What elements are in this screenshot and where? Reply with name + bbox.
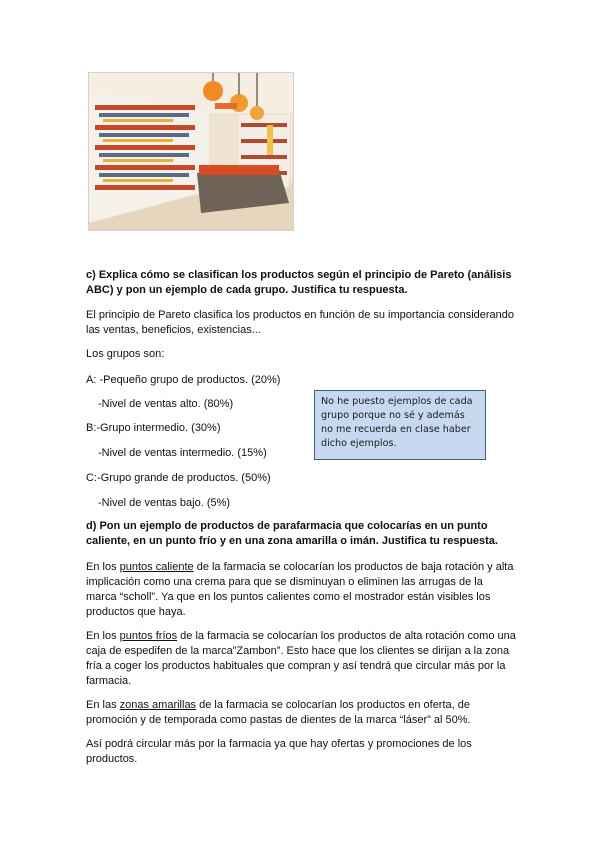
group-a: A: -Pequeño grupo de productos. (20%) <box>86 374 281 386</box>
paragraph-hot-spot <box>86 560 516 620</box>
question-d: d) Pon un ejemplo de productos de parafarmacia que colocarías en un punto caliente, en un punto frío y en una zona amarilla o imán. Justifica tu respuesta. <box>86 520 498 547</box>
comment-note: No he puesto ejemplos de cada grupo porque no sé y además no me recuerda en clase haber dicho ejemplos. <box>314 390 486 460</box>
group-c-detail: -Nivel de ventas bajo. (5%) <box>98 497 231 509</box>
group-c: C:-Grupo grande de productos. (50%) <box>86 472 271 484</box>
paragraph-yellow-zone <box>86 698 516 728</box>
group-a-detail: -Nivel de ventas alto. (80%) <box>98 398 234 410</box>
pharmacy-photo <box>88 72 294 231</box>
pareto-intro: El principio de Pareto clasifica los productos en función de su importancia considerando las ventas, beneficios, existencias... <box>86 309 515 336</box>
group-b-detail: -Nivel de ventas intermedio. (15%) <box>98 447 267 459</box>
yellow-zone-prefix: En las <box>86 699 120 711</box>
hot-spot-prefix: En los <box>86 561 120 573</box>
question-c: c) Explica cómo se clasifican los productos según el principio de Pareto (análisis ABC) y pon un ejemplo de cada grupo. Justifica tu respuesta. <box>86 269 512 296</box>
paragraph-cold-spot <box>86 629 516 689</box>
groups-label: Los grupos son: <box>86 348 165 360</box>
cold-spot-text: de la farmacia se colocarían los productos de alta rotación como una caja de espedifen de la marca”Zambon”. Esto hace que los clientes se dirijan a la zona fría a coger los productos habituales que compran y así tendrá que circular más por la farmacia. <box>86 630 516 687</box>
closing-paragraph: Así podrá circular más por la farmacia ya que hay ofertas y promociones de los productos. <box>86 738 472 765</box>
cold-spot-prefix: En los <box>86 630 120 642</box>
cold-spot-term: puntos fríos <box>119 630 178 642</box>
group-b: B:-Grupo intermedio. (30%) <box>86 422 221 434</box>
hot-spot-text: de la farmacia se colocarían los productos de baja rotación y alta implicación como una crema para que se disminuyan o eliminen las arrugas de la marca “scholl”. Ya que en los puntos calientes como el mostrador están visibles los productos que haya. <box>86 561 514 618</box>
yellow-zone-term: zonas amarillas <box>119 699 197 711</box>
yellow-zone-text: de la farmacia se colocarían los productos en oferta, de promoción y de temporada como pastas de dientes de la marca “láser” al 50%. <box>86 699 471 726</box>
hot-spot-term: puntos caliente <box>119 561 194 573</box>
